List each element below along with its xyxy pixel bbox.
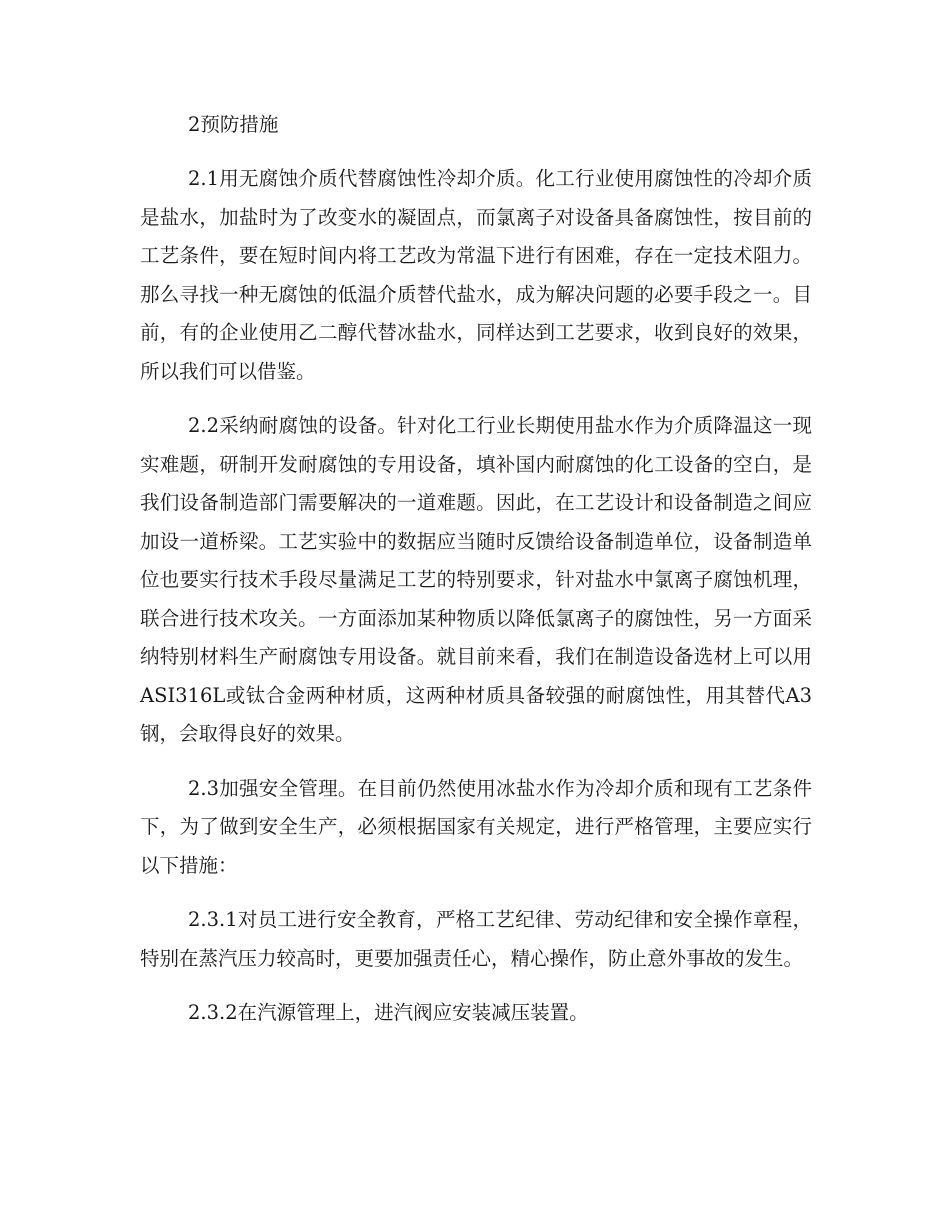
paragraph-2-3-2: 2.3.2在汽源管理上，进汽阀应安装减压装置。	[188, 1001, 589, 1024]
document-page	[140, 100, 812, 1049]
section-heading: 2预防措施	[188, 113, 279, 136]
paragraph-2-1: 2.1用无腐蚀介质代替腐蚀性冷却介质。化工行业使用腐蚀性的冷却介质是盐水，加盐时为了改变水的凝固点，而氯离子对设备具备腐蚀性，按目前的工艺条件，要在短时间内将工艺改为常温下进行有困难，存在一定技术阻力。那么寻找一种无腐蚀的低温介质替代盐水，成为解决问题的必要手段之一。目前，有的企业使用乙二醇代替冰盐水，同样达到工艺要求，收到良好的效果，所以我们可以借鉴。	[140, 167, 812, 383]
paragraph-2-2: 2.2采纳耐腐蚀的设备。针对化工行业长期使用盐水作为介质降温这一现实难题，研制开发耐腐蚀的专用设备，填补国内耐腐蚀的化工设备的空白，是我们设备制造部门需要解决的一道难题。因此，在工艺设计和设备制造之间应加设一道桥梁。工艺实验中的数据应当随时反馈给设备制造单位，设备制造单位也要实行技术手段尽量满足工艺的特别要求，针对盐水中氯离子腐蚀机理，联合进行技术攻关。一方面添加某种物质以降低氯离子的腐蚀性，另一方面采纳特别材料生产耐腐蚀专用设备。就目前来看，我们在制造设备选材上可以用ASI316L或钛合金两种材质，这两种材质具备较强的耐腐蚀性，用其替代A3钢，会取得良好的效果。	[140, 414, 812, 745]
paragraph-2-3: 2.3加强安全管理。在目前仍然使用冰盐水作为冷却介质和现有工艺条件下，为了做到安全生产，必须根据国家有关规定，进行严格管理，主要应实行以下措施：	[140, 776, 812, 877]
paragraph-2-3-1: 2.3.1对员工进行安全教育，严格工艺纪律、劳动纪律和安全操作章程，特别在蒸汽压力较高时，更要加强责任心，精心操作，防止意外事故的发生。	[140, 908, 812, 970]
